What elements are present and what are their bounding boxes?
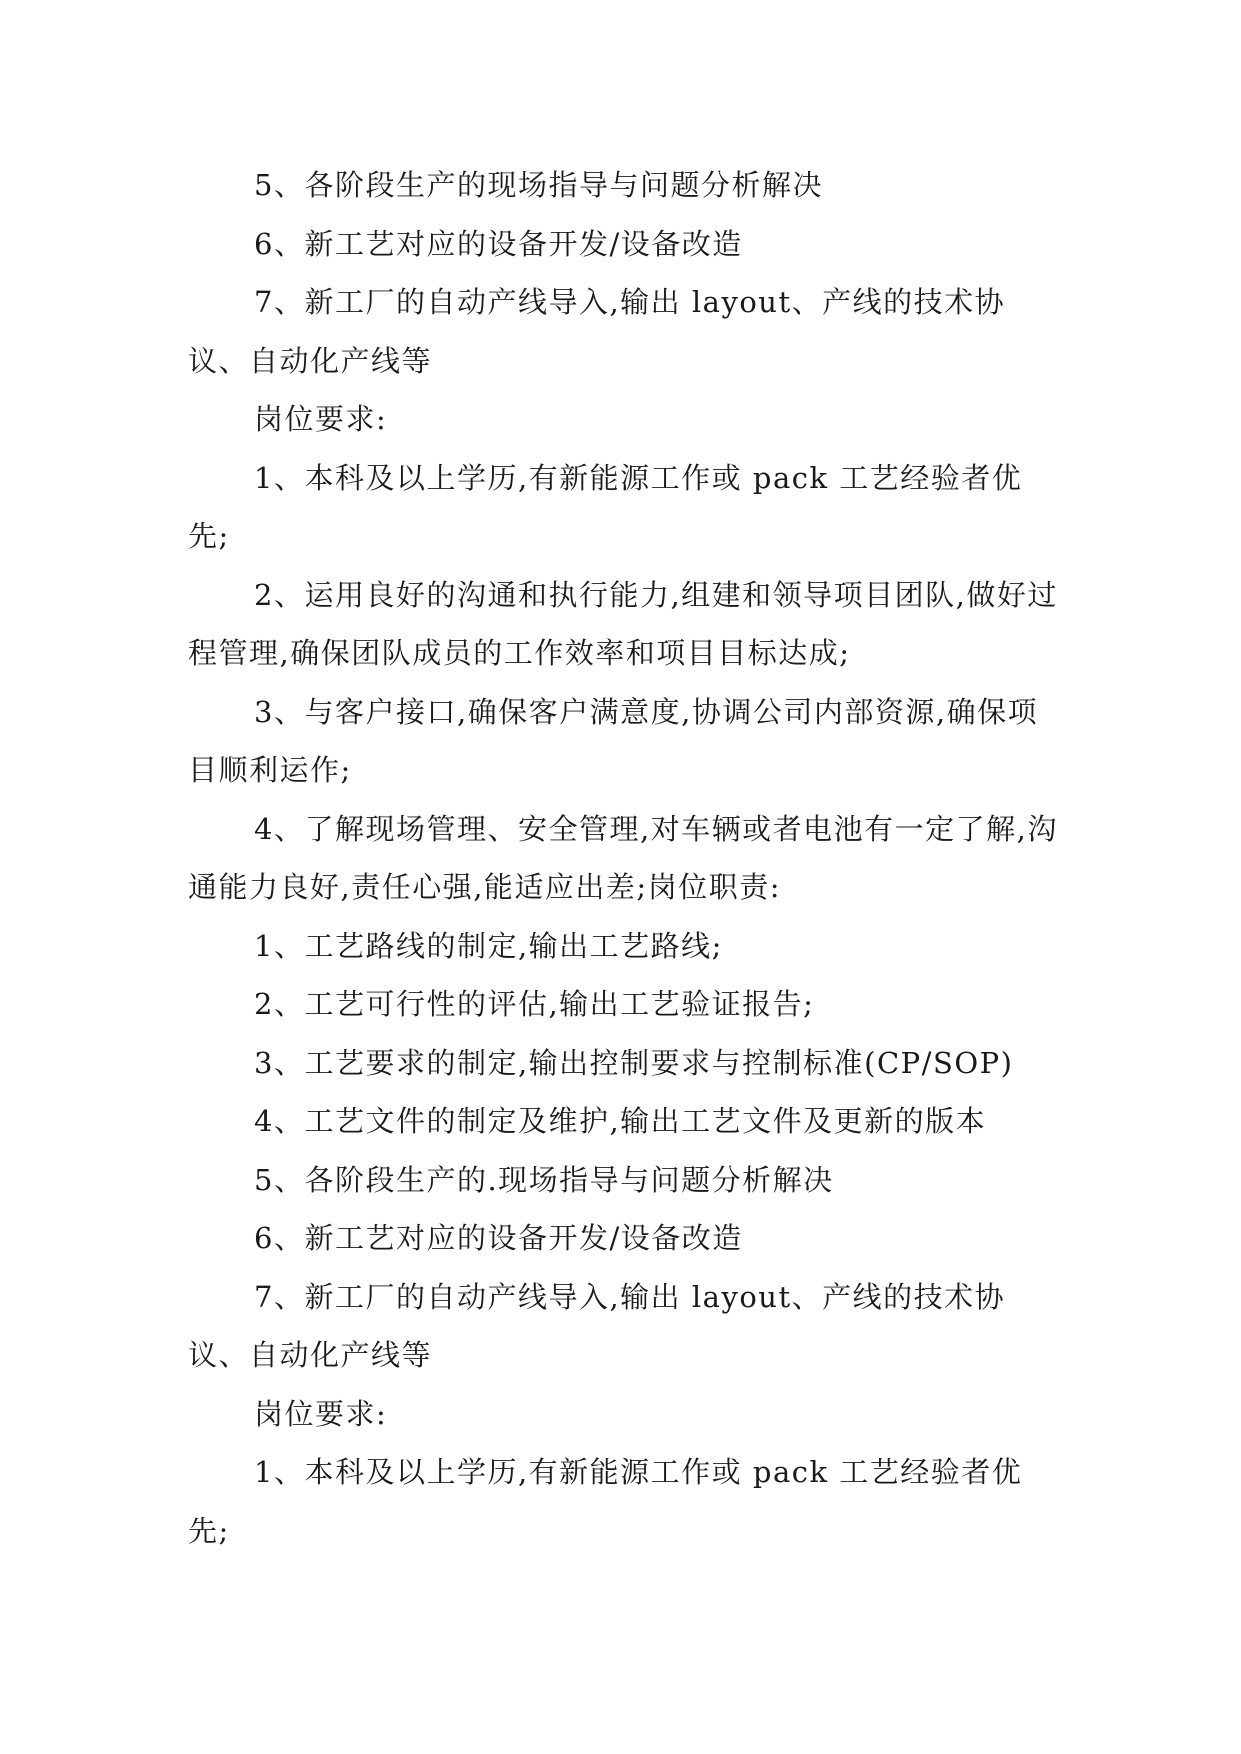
paragraph: 5、各阶段生产的现场指导与问题分析解决 — [254, 168, 823, 202]
paragraph: 1、工艺路线的制定,输出工艺路线; — [254, 928, 723, 963]
paragraph: 1、本科及以上学历,有新能源工作或 pack 工艺经验者优先; — [188, 1455, 1023, 1548]
paragraph: 1、本科及以上学历,有新能源工作或 pack 工艺经验者优先; — [188, 460, 1023, 553]
paragraph: 7、新工厂的自动产线导入,输出 layout、产线的技术协议、自动化产线等 — [188, 1279, 1006, 1372]
paragraph: 4、了解现场管理、安全管理,对车辆或者电池有一定了解,沟通能力良好,责任心强,能适应出差;岗位职责: — [188, 811, 1058, 904]
paragraph: 3、工艺要求的制定,输出控制要求与控制标准(CP/SOP) — [254, 1045, 1014, 1080]
paragraph: 4、工艺文件的制定及维护,输出工艺文件及更新的版本 — [254, 1104, 987, 1138]
section-heading: 岗位要求: — [254, 1396, 388, 1431]
paragraph: 6、新工艺对应的设备开发/设备改造 — [254, 226, 743, 261]
paragraph: 2、运用良好的沟通和执行能力,组建和领导项目团队,做好过程管理,确保团队成员的工作效率和项目目标达成; — [188, 577, 1058, 670]
paragraph: 5、各阶段生产的.现场指导与问题分析解决 — [254, 1162, 834, 1197]
paragraph: 6、新工艺对应的设备开发/设备改造 — [254, 1221, 743, 1255]
paragraph: 7、新工厂的自动产线导入,输出 layout、产线的技术协议、自动化产线等 — [188, 285, 1006, 378]
paragraph: 2、工艺可行性的评估,输出工艺验证报告; — [254, 987, 815, 1021]
document-body — [188, 156, 1058, 1560]
section-heading: 岗位要求: — [254, 402, 388, 436]
paragraph: 3、与客户接口,确保客户满意度,协调公司内部资源,确保项目顺利运作; — [188, 694, 1039, 787]
